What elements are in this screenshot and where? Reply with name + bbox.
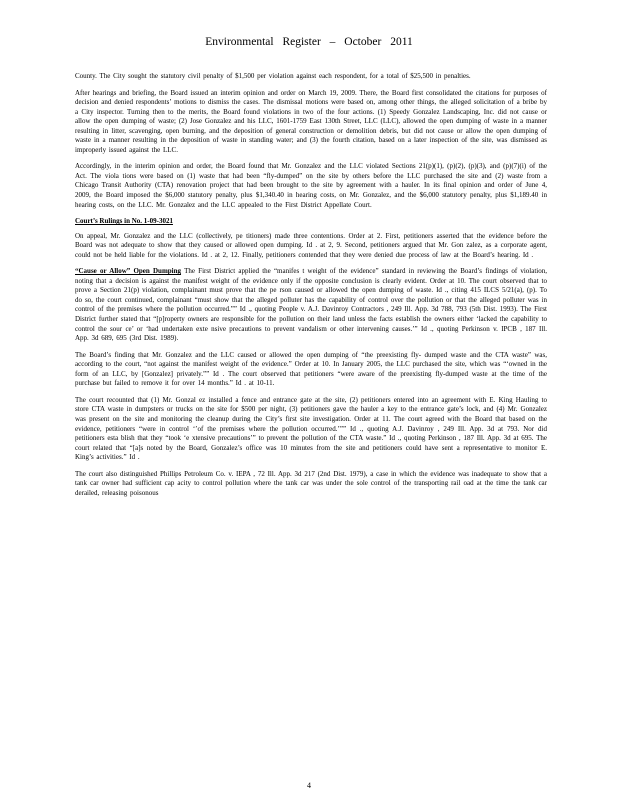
paragraph: After hearings and briefing, the Board issued an interim opinion and order on March 19, 2009. There, the Board first consolidated the citations for purposes of decision and denied respondents’ motions to dismiss the cases. The dismissal motions were based on, among other things, the alleged solicitation of a bribe by a City inspector. Turning then to the merits, the Board found violations in two of the four actions. (1) Speedy Gonzalez Landscaping, Inc. did not cause or allow the open dumping of waste; (2) Jose Gonzalez and his LLC, 1601-1759 East 130th Street, LLC (LLC), allowed the open dumping of waste in a manner resulting in litter, scavenging, open burning, and the deposition of general construction or demolition debris, but did not cause or allow the open dumping of waste in a manner resulting in the deposition of waste in standing water; and (3) the fourth citation, based on a later inspection of the site, was dismissed as improperly issued against the LLC. xyxy=(75,88,547,154)
paragraph: On appeal, Mr. Gonzalez and the LLC (collectively, pe titioners) made three contentions. Order at 2. First, petitioners asserted that the evidence before the Board was not adequate to show that they caused or allowed open dumping. Id . at 2, 9. Second, petitioners argued that Mr. Gon zalez, as a corporate agent, could not be held liable for the violations. Id . at 2, 12. Finally, petitioners contended that they were denied due process of law at the Board’s hearing. Id . xyxy=(75,231,547,259)
page-number: 4 xyxy=(307,781,311,790)
paragraph: The court recounted that (1) Mr. Gonzal ez installed a fence and entrance gate at the site, (2) petitioners entered into an agreement with E. King Hauling to store CTA waste in dumpsters or trucks on the site for $500 per night, (3) petitioners gave the hauler a key to the entrance gate’s lock, and (4) Mr. Gonzalez was present on the site and monitoring the cleanup during the City’s first site investigation. Order at 11. The court agreed with the Board that based on the evidence, petitioners “were in control ‘’of the premises where the pollution occurred.’”” Id ., quoting A.J. Davinroy , 249 Ill. App. 3d at 793. Nor did petitioners esta blish that they “took ‘e xtensive precautions’” to prevent the pollution of the CTA waste.” Id ., quoting Perkinson , 187 Ill. App. 3d at 695. The court related that “[a]s noted by the Board, Gonzalez’s office was 10 minutes from the site and petitioners could have sent a representative to monitor E. King’s activities.” Id . xyxy=(75,395,547,462)
paragraph xyxy=(75,267,547,343)
paragraph: County. The City sought the statutory civil penalty of $1,500 per violation against each respondent, for a total of $25,500 in penalties. xyxy=(75,72,471,80)
paragraph-text: The First District applied the “manifes t weight of the evidence” standard in reviewing the Board’s findings of violation, noting that a decision is against the manifest weight of the evidence only if the opposite conclusion is clearly evident. Order at 10. The court observed that to prove a Section 21(p) violation, complainant must prove that the pe rson caused or allowed the open dumping of waste. Id ., citing 415 ILCS 5/21(a), (p). To do so, the court continued, complainant “must show that the alleged polluter has the capability of control over the pollution or that the alleged polluter was in control of the premises where the pollution occurred.”” Id ., quoting People v. A.J. Davinroy Contractors , 249 Ill. App. 3d 788, 793 (5th Dist. 1993). The First District further stated that “[p]roperty owners are responsible for the pollution on their land unless the facts establish the owners either ‘lacked the capability to control the sour ce’ or ‘had undertaken exte nsive precautions to prevent vandalism or other intervening causes.’” Id ., quoting Perkinson v. IPCB , 187 Ill. App. 3d 689, 695 (3rd Dist. 1989). xyxy=(75,267,548,343)
section-heading-inline: “Cause or Allow” Open Dumping xyxy=(75,267,182,276)
paragraph: The court also distinguished Phillips Petroleum Co. v. IEPA , 72 Ill. App. 3d 217 (2nd Dist. 1979), a case in which the evidence was inadequate to show that a tank car owner had sufficient cap acity to control pollution where the tank car was under the sole control of the transporting rail oad at the time the tank car derailed, releasing poisonous xyxy=(75,469,547,497)
page-header: Environmental Register – October 2011 xyxy=(205,36,413,48)
document-body xyxy=(75,72,547,505)
section-heading: Court’s Rulings in No. 1-09-3021 xyxy=(75,217,173,226)
paragraph: Accordingly, in the interim opinion and order, the Board found that Mr. Gonzalez and the LLC violated Sections 21(p)(1), (p)(2), (p)(3), and (p)(7)(i) of the Act. The viola tions were based on (1) waste that had been “fly-dumped” on the site by others before the LLC purchased the site and (2) waste from a Chicago Transit Authority (CTA) renovation project that had been brought to the site by agreement with a hauler. In its final opinion and order of June 4, 2009, the Board imposed the $6,000 statutory penalty, plus $1,340.40 in hearing costs, on Mr. Gonzalez, and the $6,000 statutory penalty, plus $1,189.40 in hearing costs, on the LLC. Mr. Gonzalez and the LLC appealed to the First District Appellate Court. xyxy=(75,162,547,209)
paragraph: The Board’s finding that Mr. Gonzalez and the LLC caused or allowed the open dumping of “the preexisting fly- dumped waste and the CTA waste” was, according to the court, “not against the manifest weight of the evidence.” Order at 10. In January 2005, the LLC purchased the site, which was “‘owned in the form of an LLC, by [Gonzalez] privately.”” Id . The court observed that petitioners “were aware of the preexisting fly-dumped waste at the time of the purchase but failed to remove it for over 14 months.” Id . at 10-11. xyxy=(75,350,547,388)
